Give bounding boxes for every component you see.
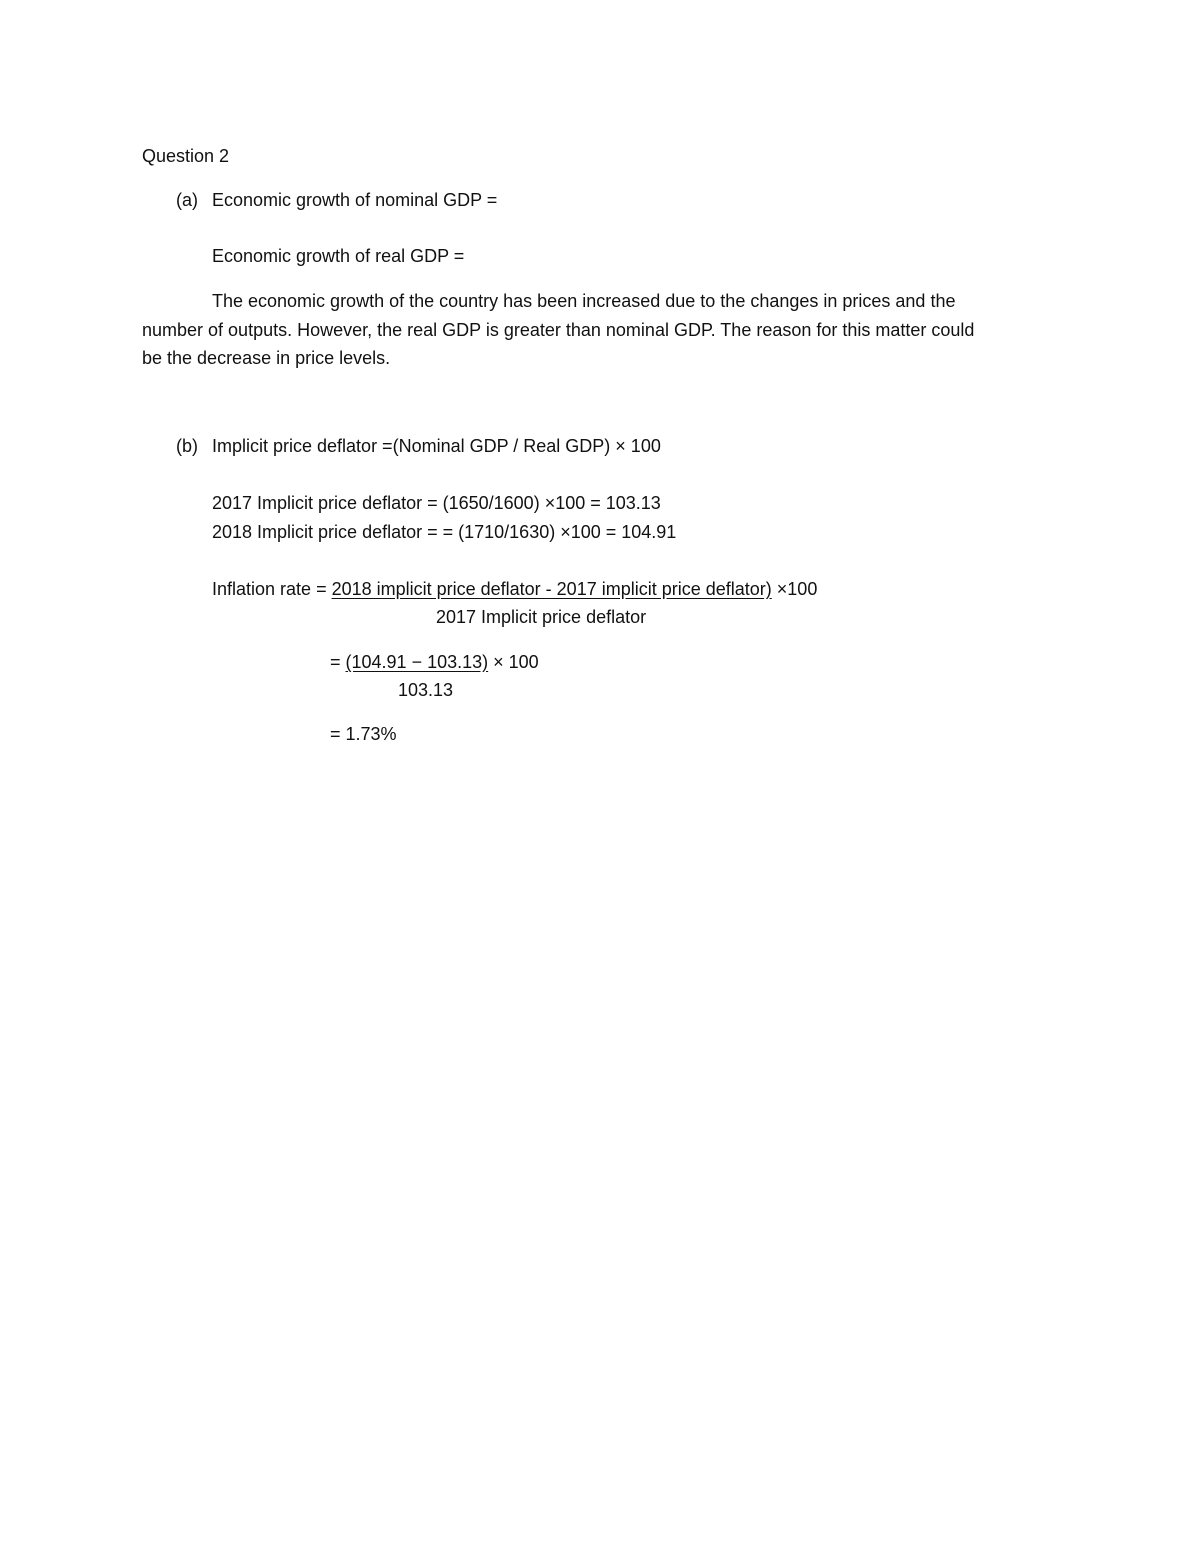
explanation-paragraph-line-2: number of outputs. However, the real GDP is greater than nominal GDP. The reason for this matter could: [142, 320, 975, 340]
inflation-formula-multiplier: ×100: [771, 579, 818, 599]
explanation-paragraph-line-1: The economic growth of the country has been increased due to the changes in prices and the: [212, 291, 956, 311]
question-heading: Question 2: [142, 146, 230, 166]
deflator-2017-line: 2017 Implicit price deflator = (1650/1600) ×100 = 103.13: [212, 493, 661, 513]
part-b-label: (b): [176, 436, 198, 456]
inflation-formula-numerator: 2018 implicit price deflator - 2017 implicit price deflator): [331, 579, 772, 599]
inflation-rate-formula: [212, 577, 817, 601]
inflation-calculation: [330, 650, 539, 674]
real-gdp-growth-line: Economic growth of real GDP =: [212, 246, 465, 266]
explanation-paragraph-line-3: be the decrease in price levels.: [142, 348, 391, 368]
inflation-formula-denominator: 2017 Implicit price deflator: [436, 607, 647, 627]
inflation-rate-label: Inflation rate =: [212, 579, 332, 599]
calculation-multiplier: × 100: [488, 652, 539, 672]
deflator-formula: Implicit price deflator =(Nominal GDP / Real GDP) × 100: [212, 436, 661, 456]
inflation-result: = 1.73%: [330, 724, 397, 744]
calculation-denominator: 103.13: [398, 680, 454, 700]
calculation-equals: =: [330, 652, 346, 672]
nominal-gdp-growth-line: Economic growth of nominal GDP =: [212, 190, 498, 210]
calculation-numerator: (104.91 − 103.13): [345, 652, 489, 672]
part-a-label: (a): [176, 190, 198, 210]
deflator-2018-line: 2018 Implicit price deflator = = (1710/1630) ×100 = 104.91: [212, 522, 677, 542]
